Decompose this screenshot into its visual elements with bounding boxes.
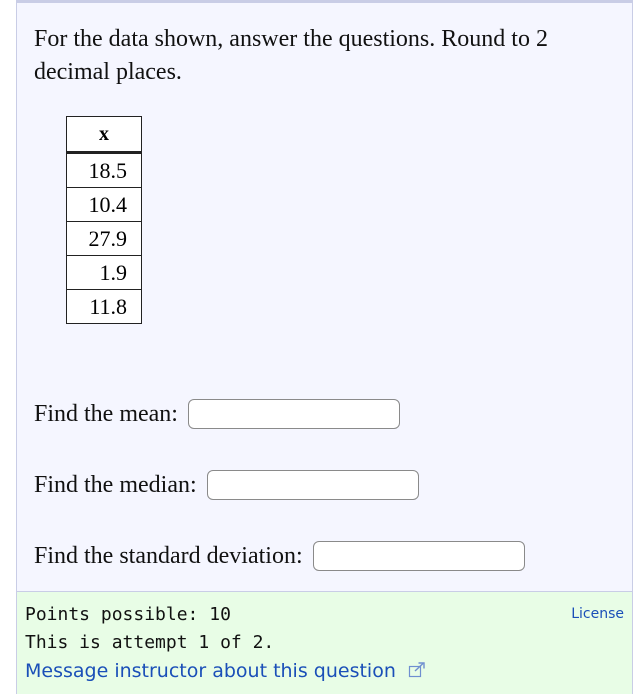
- data-table-header: x: [67, 117, 142, 153]
- license-link[interactable]: License: [571, 606, 624, 622]
- data-table-cell: 27.9: [67, 222, 142, 256]
- median-row: [34, 470, 419, 500]
- points-possible: Points possible: 10: [25, 604, 231, 625]
- question-container: [16, 0, 633, 694]
- message-instructor-label: Message instructor about this question: [25, 660, 396, 682]
- stdev-answer-input[interactable]: [313, 541, 525, 571]
- mean-answer-input[interactable]: [188, 399, 400, 429]
- data-table-cell: 11.8: [67, 290, 142, 324]
- stdev-label: Find the standard deviation:: [34, 543, 303, 569]
- question-footer: [17, 592, 632, 694]
- message-instructor-link[interactable]: [25, 657, 426, 686]
- data-table-cell: 1.9: [67, 256, 142, 290]
- stdev-row: [34, 541, 525, 571]
- data-table-cell: 10.4: [67, 188, 142, 222]
- mean-row: [34, 399, 400, 429]
- external-link-icon: [408, 658, 426, 686]
- mean-label: Find the mean:: [34, 401, 178, 427]
- data-table: [66, 116, 142, 324]
- data-table-cell: 18.5: [67, 153, 142, 188]
- median-answer-input[interactable]: [207, 470, 419, 500]
- median-label: Find the median:: [34, 472, 197, 498]
- attempt-info: This is attempt 1 of 2.: [25, 632, 275, 653]
- question-body: [17, 3, 632, 592]
- question-prompt: For the data shown, answer the questions. Round to 2 decimal places.: [34, 26, 548, 85]
